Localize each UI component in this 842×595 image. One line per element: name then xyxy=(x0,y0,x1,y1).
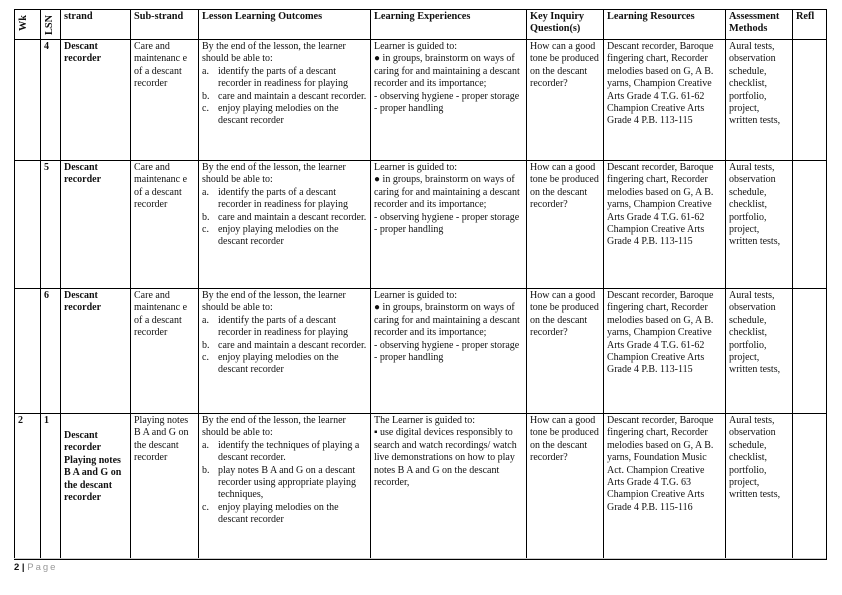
outcome-marker: a. xyxy=(202,65,209,77)
assessment-cell: Aural tests, observation schedule, checklist, portfolio, project, written tests, xyxy=(726,161,793,289)
footer-divider xyxy=(14,558,826,559)
outcomes-intro: By the end of the lesson, the learner should be able to: xyxy=(202,41,346,65)
experience-line: - observing hygiene - proper storage xyxy=(374,211,520,223)
strand-cell: Descant recorder xyxy=(61,40,131,161)
inquiry-cell: How can a good tone be produced on the descant recorder? xyxy=(527,40,604,161)
outcomes-list xyxy=(202,315,367,377)
assessment-cell: Aural tests, observation schedule, checklist, portfolio, project, written tests, xyxy=(726,289,793,414)
page-number: 2 xyxy=(14,562,20,573)
outcome-text: identify the parts of a descant recorder in readiness for playing xyxy=(218,65,348,90)
outcome-marker: c. xyxy=(202,501,209,513)
page-footer xyxy=(14,562,57,573)
inquiry-cell: How can a good tone be produced on the descant recorder? xyxy=(527,161,604,289)
scheme-of-work-table xyxy=(14,9,827,560)
page-label: Page xyxy=(27,562,58,573)
outcome-item xyxy=(202,440,367,465)
strand-cell: Descant recorder Playing notes B A and G on the descant recorder xyxy=(61,414,131,560)
outcomes-cell xyxy=(199,161,371,289)
lesson-number-cell: 5 xyxy=(41,161,61,289)
header-inquiry: Key Inquiry Question(s) xyxy=(527,10,604,40)
resources-cell: Descant recorder, Baroque fingering chart, Recorder melodies based on G, A B. yarns, Champion Creative Arts Grade 4 T.G. 61-62 Champion Creative Arts Grade 4 P.B. 113-115 xyxy=(604,289,726,414)
outcome-text: care and maintain a descant recorder. xyxy=(218,90,367,102)
outcomes-intro: By the end of the lesson, the learner should be able to: xyxy=(202,415,346,439)
outcomes-cell xyxy=(199,414,371,560)
outcome-marker: b. xyxy=(202,339,210,351)
outcomes-cell xyxy=(199,289,371,414)
header-resources: Learning Resources xyxy=(604,10,726,40)
outcome-item xyxy=(202,91,367,103)
week-cell xyxy=(15,161,41,289)
outcome-text: enjoy playing melodies on the descant recorder xyxy=(218,224,339,248)
reflection-cell xyxy=(793,161,827,289)
outcome-marker: a. xyxy=(202,186,209,198)
week-cell xyxy=(15,289,41,414)
experience-line: ● in groups, brainstorm on ways of caring for and maintaining a descant recorder and its importance; xyxy=(374,302,520,339)
inquiry-cell: How can a good tone be produced on the descant recorder? xyxy=(527,414,604,560)
header-wk: Wk xyxy=(15,10,41,40)
outcome-item xyxy=(202,224,367,249)
lesson-number-cell: 4 xyxy=(41,40,61,161)
outcomes-intro: By the end of the lesson, the learner should be able to: xyxy=(202,162,346,186)
outcome-text: identify the parts of a descant recorder in readiness for playing xyxy=(218,314,348,339)
outcomes-cell xyxy=(199,40,371,161)
header-assessment: Assessment Methods xyxy=(726,10,793,40)
experiences-cell xyxy=(371,289,527,414)
experience-line: ● in groups, brainstorm on ways of caring for and maintaining a descant recorder and its importance; xyxy=(374,53,520,90)
outcomes-list xyxy=(202,66,367,128)
page-separator: | xyxy=(19,562,28,573)
outcome-marker: b. xyxy=(202,90,210,102)
header-lsn: LSN xyxy=(41,10,61,40)
outcome-text: care and maintain a descant recorder. xyxy=(218,211,367,223)
assessment-cell: Aural tests, observation schedule, checklist, portfolio, project, written tests, xyxy=(726,40,793,161)
outcomes-list xyxy=(202,440,367,527)
outcome-marker: a. xyxy=(202,314,209,326)
outcome-item xyxy=(202,502,367,527)
resources-cell: Descant recorder, Baroque fingering chart, Recorder melodies based on G, A B. yarns, Foundation Music Act. Champion Creative Arts Grade 4 T.G. 63 Champion Creative Arts Grade 4 P.B. 115-116 xyxy=(604,414,726,560)
header-strand: strand xyxy=(61,10,131,40)
experience-line: - proper handling xyxy=(374,352,444,364)
outcome-text: care and maintain a descant recorder. xyxy=(218,339,367,351)
substrand-cell: Care and maintenanc e of a descant recorder xyxy=(131,40,199,161)
resources-cell: Descant recorder, Baroque fingering chart, Recorder melodies based on G, A B. yarns, Champion Creative Arts Grade 4 T.G. 61-62 Champion Creative Arts Grade 4 P.B. 113-115 xyxy=(604,161,726,289)
inquiry-cell: How can a good tone be produced on the descant recorder? xyxy=(527,289,604,414)
outcome-marker: b. xyxy=(202,211,210,223)
experience-line: - proper handling xyxy=(374,103,444,115)
outcomes-intro: By the end of the lesson, the learner should be able to: xyxy=(202,290,346,314)
outcome-item xyxy=(202,66,367,91)
table-row xyxy=(15,414,827,560)
outcome-item xyxy=(202,187,367,212)
experience-line: - proper handling xyxy=(374,224,444,236)
experience-line: - observing hygiene - proper storage xyxy=(374,90,520,102)
experiences-cell xyxy=(371,40,527,161)
experience-line: - observing hygiene - proper storage xyxy=(374,339,520,351)
strand-cell: Descant recorder xyxy=(61,161,131,289)
substrand-cell: Care and maintenanc e of a descant recorder xyxy=(131,289,199,414)
outcome-item xyxy=(202,465,367,502)
outcome-marker: b. xyxy=(202,464,210,476)
experience-line: ▪ use digital devices responsibly to search and watch recordings/ watch live demonstrations on how to play notes B A and G on the descant recorder, xyxy=(374,427,517,489)
experience-line: Learner is guided to: xyxy=(374,162,458,174)
resources-cell: Descant recorder, Baroque fingering chart, Recorder melodies based on G, A B. yarns, Champion Creative Arts Grade 4 T.G. 61-62 Champion Creative Arts Grade 4 P.B. 113-115 xyxy=(604,40,726,161)
substrand-cell: Playing notes B A and G on the descant recorder xyxy=(131,414,199,560)
outcome-item xyxy=(202,340,367,352)
header-reflection: Refl xyxy=(793,10,827,40)
outcome-marker: c. xyxy=(202,103,209,115)
table-row xyxy=(15,40,827,161)
outcome-text: identify the techniques of playing a descant recorder. xyxy=(218,439,360,464)
header-row xyxy=(15,10,827,40)
outcome-text: enjoy playing melodies on the descant recorder xyxy=(218,352,339,376)
experiences-cell xyxy=(371,414,527,560)
reflection-cell xyxy=(793,40,827,161)
substrand-cell: Care and maintenanc e of a descant recorder xyxy=(131,161,199,289)
outcome-text: enjoy playing melodies on the descant recorder xyxy=(218,103,339,127)
experience-line: ● in groups, brainstorm on ways of caring for and maintaining a descant recorder and its importance; xyxy=(374,174,520,211)
outcome-marker: a. xyxy=(202,439,209,451)
outcome-item xyxy=(202,315,367,340)
outcome-text: identify the parts of a descant recorder in readiness for playing xyxy=(218,186,348,211)
header-outcomes: Lesson Learning Outcomes xyxy=(199,10,371,40)
header-experiences: Learning Experiences xyxy=(371,10,527,40)
table-row xyxy=(15,161,827,289)
week-cell xyxy=(15,40,41,161)
outcome-text: enjoy playing melodies on the descant recorder xyxy=(218,501,339,526)
lesson-number-cell: 6 xyxy=(41,289,61,414)
outcome-item xyxy=(202,212,367,224)
experience-line: Learner is guided to: xyxy=(374,290,458,302)
week-cell: 2 xyxy=(15,414,41,560)
experience-line: The Learner is guided to: xyxy=(374,415,476,427)
outcome-marker: c. xyxy=(202,352,209,364)
strand-cell: Descant recorder xyxy=(61,289,131,414)
lesson-number-cell: 1 xyxy=(41,414,61,560)
assessment-cell: Aural tests, observation schedule, checklist, portfolio, project, written tests, xyxy=(726,414,793,560)
experiences-cell xyxy=(371,161,527,289)
outcomes-list xyxy=(202,187,367,249)
outcome-marker: c. xyxy=(202,224,209,236)
outcome-text: play notes B A and G on a descant recorder using appropriate playing techniques, xyxy=(218,464,357,501)
table-row xyxy=(15,289,827,414)
outcome-item xyxy=(202,103,367,128)
experience-line: Learner is guided to: xyxy=(374,41,458,53)
outcome-item xyxy=(202,352,367,377)
reflection-cell xyxy=(793,289,827,414)
header-substrand: Sub-strand xyxy=(131,10,199,40)
reflection-cell xyxy=(793,414,827,560)
